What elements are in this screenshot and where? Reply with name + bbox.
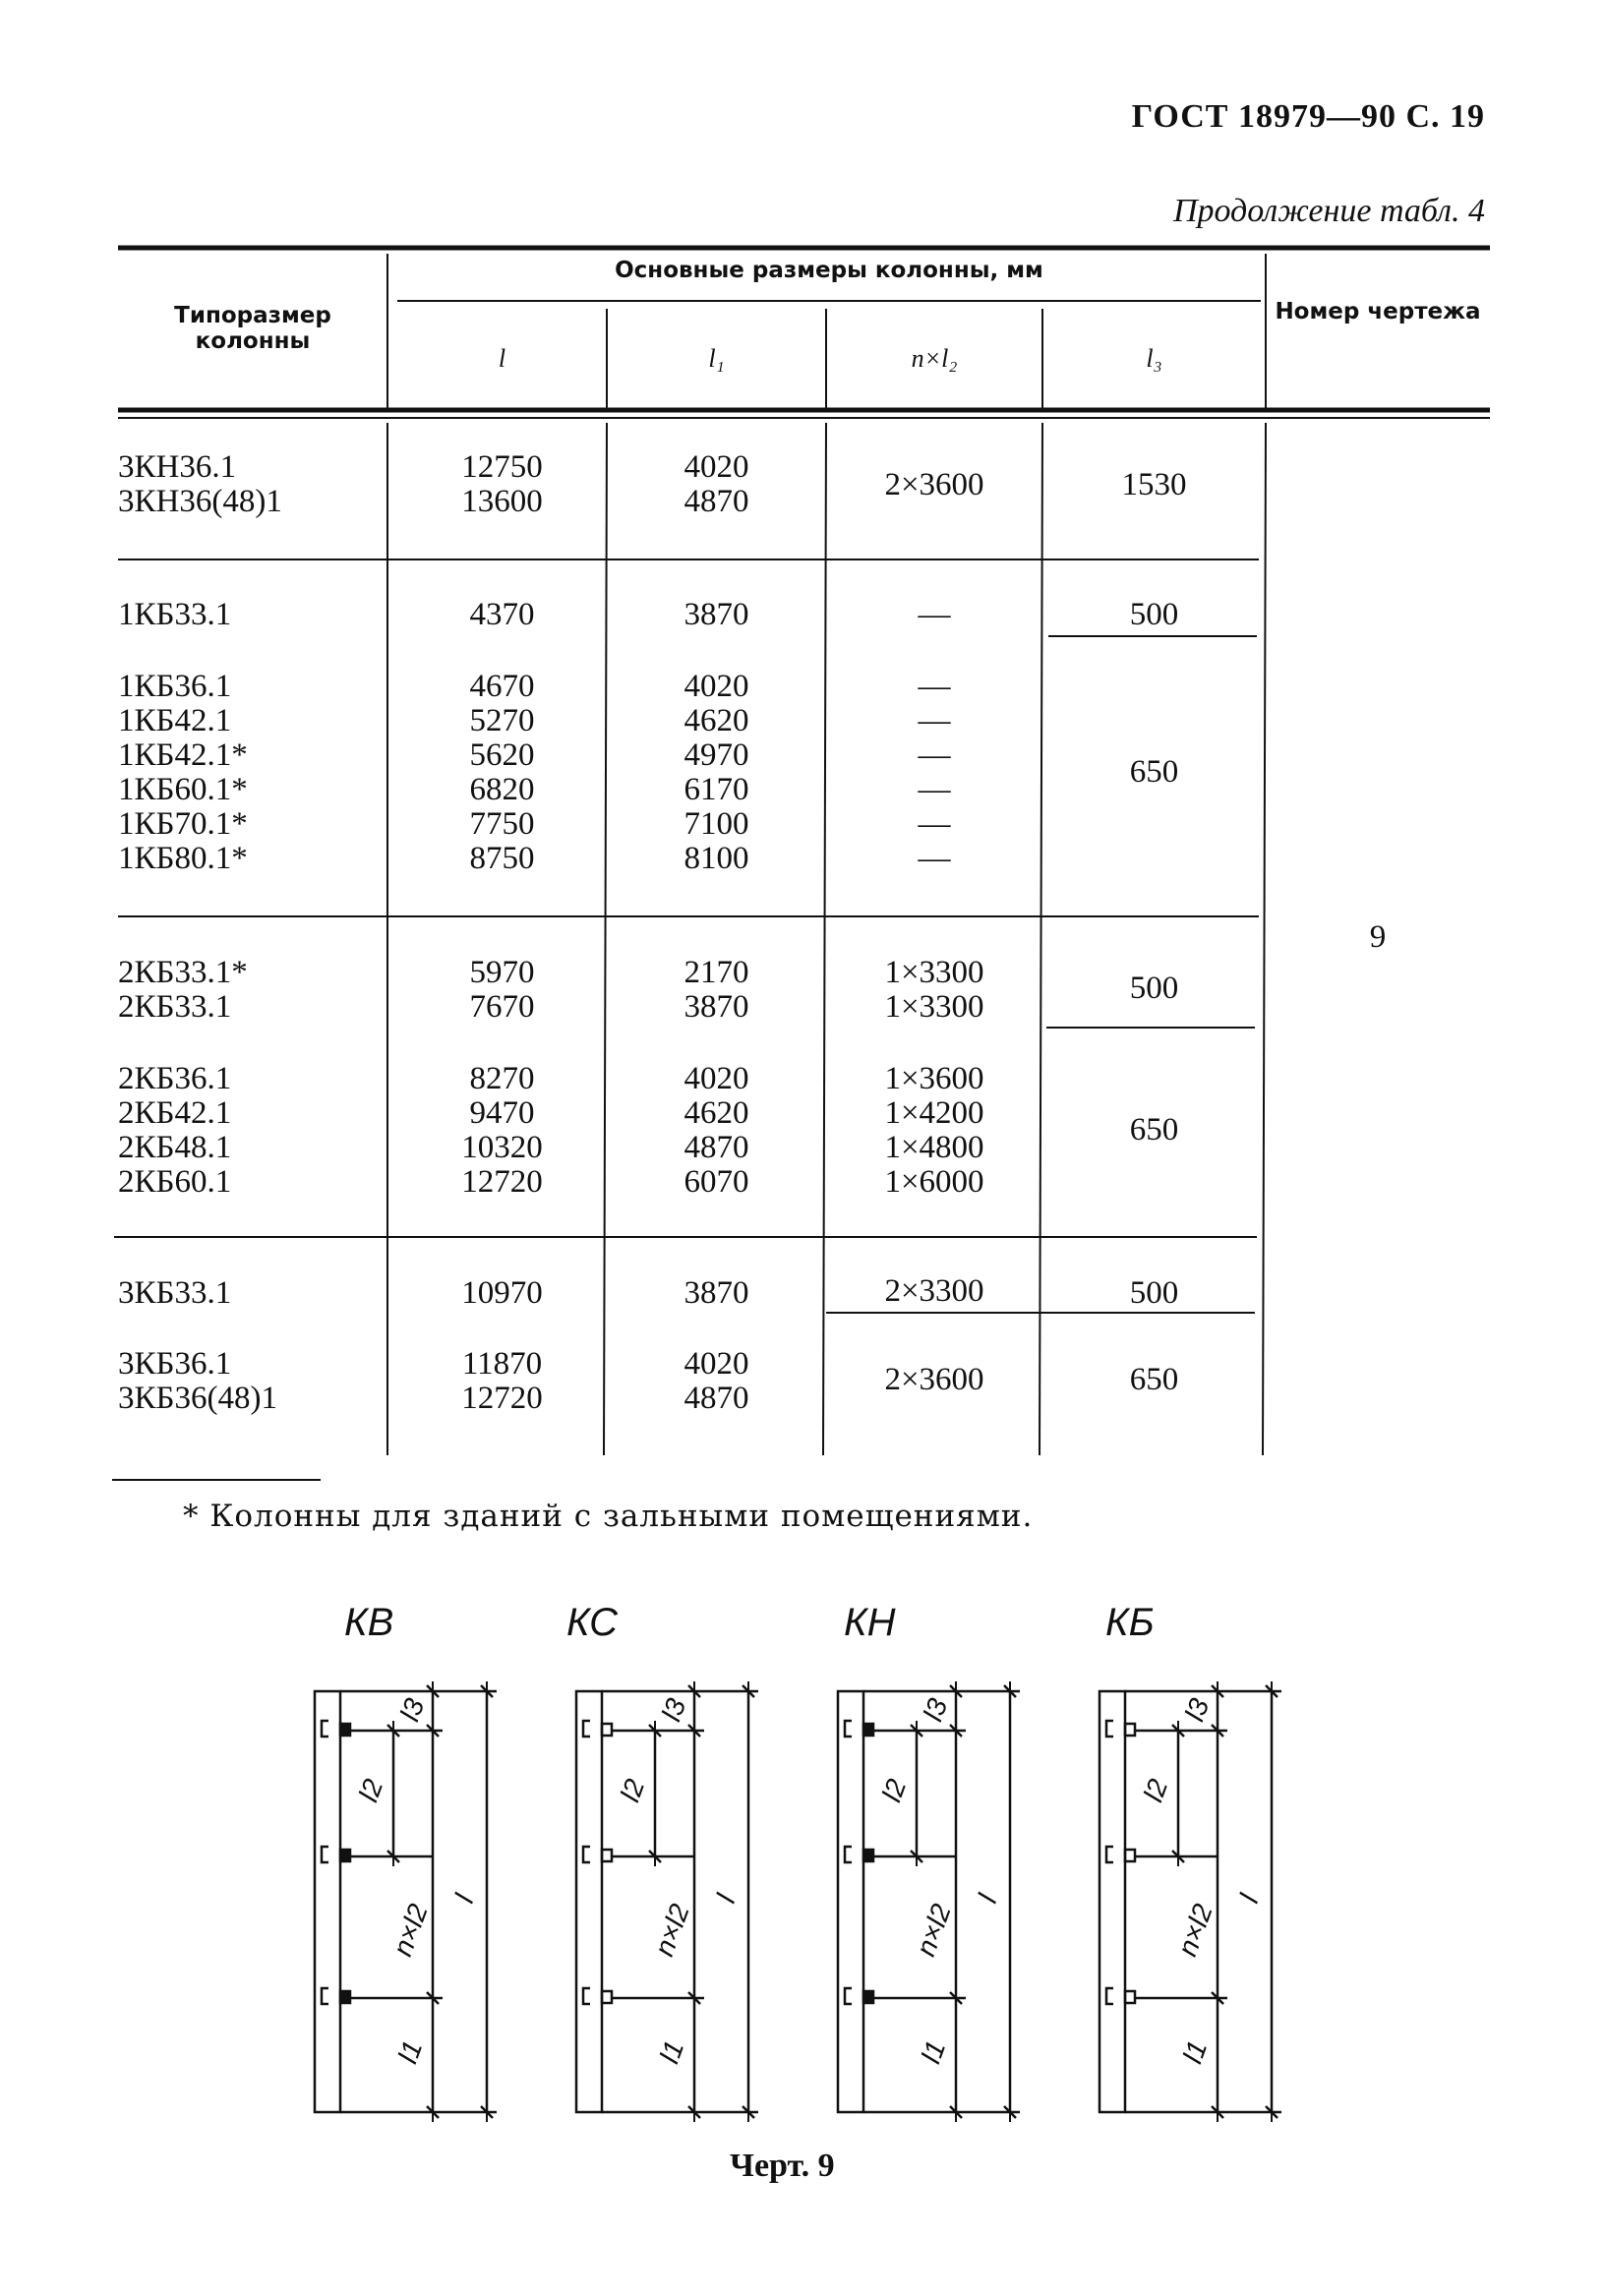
dim-label-l: l bbox=[710, 1890, 742, 1907]
corbel-mark bbox=[340, 1724, 350, 1736]
cell-l: 4370 bbox=[469, 597, 535, 632]
header-type: Типоразмер колонны bbox=[174, 303, 331, 354]
drawing-number-value: 9 bbox=[1369, 919, 1387, 955]
dim-label-l: l bbox=[1233, 1890, 1265, 1907]
cell-type: 3КБ36.1 3КБ36(48)1 bbox=[118, 1346, 277, 1416]
cell-l1: 4020 4620 4970 6170 7100 8100 bbox=[684, 669, 749, 876]
cell-l: 4670 5270 5620 6820 7750 8750 bbox=[469, 669, 535, 876]
cell-l3: 650 bbox=[1129, 754, 1179, 790]
dim-label-l1: l1 bbox=[653, 2036, 690, 2068]
corbel-mark bbox=[1125, 1850, 1135, 1861]
dim-label-l: l bbox=[972, 1890, 1003, 1907]
cell-l: 5970 7670 bbox=[469, 955, 535, 1025]
cell-nl2: 1×3600 1×4200 1×4800 1×6000 bbox=[884, 1061, 984, 1200]
dim-label-nl2: n×l2 bbox=[1171, 1900, 1219, 1961]
cell-type: 1КБ33.1 bbox=[118, 597, 232, 632]
dim-label-l1: l1 bbox=[391, 2036, 429, 2068]
slot-mark bbox=[1106, 1721, 1113, 1737]
header-drawing-number: Номер чертежа bbox=[1275, 299, 1481, 324]
cell-nl2: — — — — — — bbox=[918, 669, 951, 876]
cell-type: 3КН36.1 3КН36(48)1 bbox=[118, 449, 282, 519]
slot-mark bbox=[845, 1721, 852, 1737]
document-header: ГОСТ 18979—90 С. 19 bbox=[1131, 98, 1485, 135]
dim-label-l1: l1 bbox=[915, 2036, 952, 2068]
drawing-title-kb: КБ bbox=[1105, 1601, 1155, 1644]
column-body bbox=[1100, 1691, 1125, 2112]
cell-l3: 1530 bbox=[1121, 467, 1187, 502]
drawing-title-ks: КС bbox=[566, 1601, 619, 1644]
slot-mark bbox=[1106, 1988, 1113, 2004]
column-body bbox=[315, 1691, 340, 2112]
corbel-mark bbox=[602, 1850, 612, 1861]
corbel-mark bbox=[863, 1850, 873, 1861]
corbel-mark bbox=[340, 1850, 350, 1861]
slot-mark bbox=[322, 1721, 328, 1737]
cell-l1: 3870 bbox=[684, 597, 749, 632]
cell-l1: 2170 3870 bbox=[684, 955, 749, 1025]
dim-label-nl2: n×l2 bbox=[910, 1900, 957, 1961]
corbel-mark bbox=[863, 1991, 873, 2003]
header-nl2: n×l₂ bbox=[911, 344, 958, 373]
cell-l: 10970 bbox=[461, 1275, 543, 1311]
dim-label-l2: l2 bbox=[614, 1775, 651, 1806]
dim-label-l3: l3 bbox=[393, 1694, 431, 1726]
dim-label-l: l bbox=[448, 1890, 480, 1907]
slot-mark bbox=[583, 1847, 590, 1862]
dim-label-l2: l2 bbox=[1137, 1775, 1174, 1806]
dim-label-l2: l2 bbox=[352, 1775, 389, 1806]
slot-mark bbox=[583, 1721, 590, 1737]
column-body bbox=[838, 1691, 863, 2112]
dim-label-l1: l1 bbox=[1176, 2036, 1214, 2068]
figure-caption: Черт. 9 bbox=[730, 2148, 835, 2184]
slot-mark bbox=[583, 1988, 590, 2004]
header-l1: l₁ bbox=[708, 344, 725, 373]
dim-label-nl2: n×l2 bbox=[648, 1900, 695, 1961]
cell-type: 1КБ36.1 1КБ42.1 1КБ42.1* 1КБ60.1* 1КБ70.1* 1КБ80.1* bbox=[118, 669, 248, 876]
cell-type: 2КБ33.1* 2КБ33.1 bbox=[118, 955, 248, 1025]
table-continuation-label: Продолжение табл. 4 bbox=[1172, 193, 1485, 229]
drawing-title-kn: КН bbox=[844, 1601, 896, 1644]
cell-l1: 4020 4870 bbox=[684, 449, 749, 519]
footnote: * Колонны для зданий с зальными помещениями. bbox=[183, 1499, 1034, 1534]
cell-type: 2КБ36.1 2КБ42.1 2КБ48.1 2КБ60.1 bbox=[118, 1061, 232, 1200]
cell-l1: 4020 4870 bbox=[684, 1346, 749, 1416]
slot-mark bbox=[322, 1988, 328, 2004]
cell-nl2: 2×3300 bbox=[884, 1273, 984, 1309]
corbel-mark bbox=[1125, 1991, 1135, 2003]
dim-label-l3: l3 bbox=[917, 1694, 954, 1726]
cell-l1: 3870 bbox=[684, 1275, 749, 1311]
cell-l: 8270 9470 10320 12720 bbox=[461, 1061, 543, 1200]
cell-nl2: 2×3600 bbox=[884, 467, 984, 502]
corbel-mark bbox=[863, 1724, 873, 1736]
corbel-mark bbox=[602, 1724, 612, 1736]
cell-l: 12750 13600 bbox=[461, 449, 543, 519]
dim-label-nl2: n×l2 bbox=[386, 1900, 434, 1961]
header-main-dimensions: Основные размеры колонны, мм bbox=[615, 258, 1043, 283]
cell-nl2: — bbox=[918, 597, 951, 632]
drawing-title-kv: КВ bbox=[344, 1601, 394, 1644]
corbel-mark bbox=[1125, 1724, 1135, 1736]
cell-l3: 500 bbox=[1129, 1275, 1179, 1311]
cell-nl2: 1×3300 1×3300 bbox=[884, 955, 984, 1025]
slot-mark bbox=[1106, 1847, 1113, 1862]
dim-label-l3: l3 bbox=[655, 1694, 692, 1726]
corbel-mark bbox=[602, 1991, 612, 2003]
cell-nl2: 2×3600 bbox=[884, 1362, 984, 1397]
slot-mark bbox=[322, 1847, 328, 1862]
cell-l1: 4020 4620 4870 6070 bbox=[684, 1061, 749, 1200]
slot-mark bbox=[845, 1847, 852, 1862]
header-l3: l₃ bbox=[1146, 344, 1162, 373]
cell-l3: 650 bbox=[1129, 1362, 1179, 1397]
slot-mark bbox=[845, 1988, 852, 2004]
cell-type: 3КБ33.1 bbox=[118, 1275, 232, 1311]
cell-l3: 500 bbox=[1129, 597, 1179, 632]
cell-l3: 500 bbox=[1129, 971, 1179, 1006]
dim-label-l3: l3 bbox=[1178, 1694, 1216, 1726]
cell-l3: 650 bbox=[1129, 1112, 1179, 1148]
column-body bbox=[576, 1691, 602, 2112]
cell-l: 11870 12720 bbox=[461, 1346, 543, 1416]
corbel-mark bbox=[340, 1991, 350, 2003]
dim-label-l2: l2 bbox=[875, 1775, 913, 1806]
header-l: l bbox=[498, 344, 506, 373]
